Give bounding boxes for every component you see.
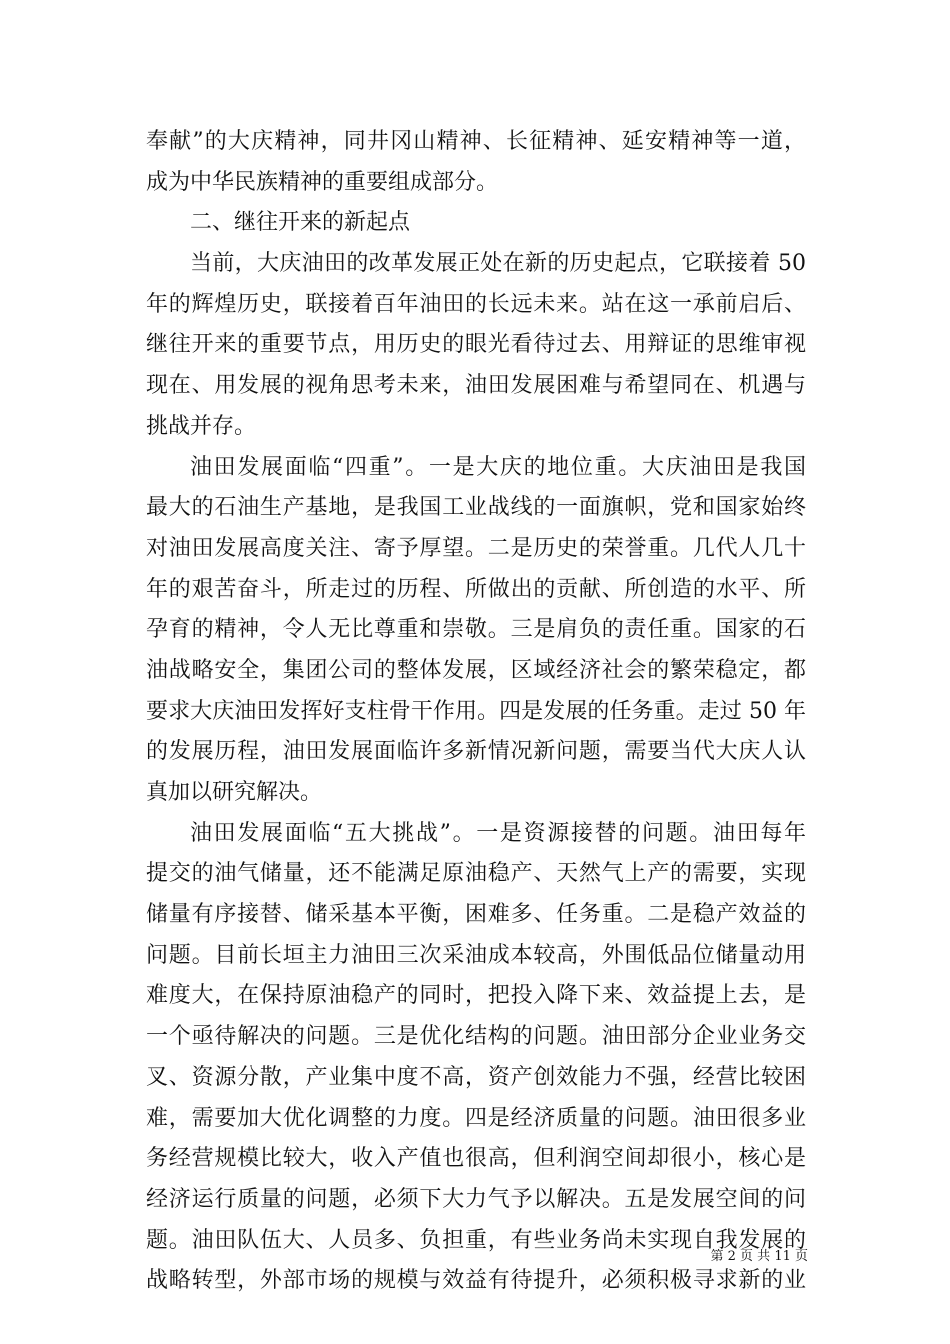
text-line: 对油田发展高度关注、寄予厚望。二是历史的荣誉重。几代人几十 (146, 535, 806, 561)
text-line: 当前，大庆油田的改革发展正处在新的历史起点，它联接着 50 (190, 251, 806, 277)
text-line: 油田发展面临“四重”。一是大庆的地位重。大庆油田是我国 (190, 454, 806, 480)
text-line: 难度大，在保持原油稳产的同时，把投入降下来、效益提上去，是 (146, 983, 806, 1009)
text-line: 难，需要加大优化调整的力度。四是经济质量的问题。油田很多业 (146, 1105, 806, 1131)
paragraph (146, 244, 806, 447)
text-line: 一个亟待解决的问题。三是优化结构的问题。油田部分企业业务交 (146, 1024, 806, 1050)
text-line: 挑战并存。 (146, 413, 257, 439)
text-line: 奉献”的大庆精神，同井冈山精神、长征精神、延安精神等一道， (146, 129, 806, 154)
text-line: 提交的油气储量，还不能满足原油稳产、天然气上产的需要，实现 (146, 861, 806, 887)
text-line: 叉、资源分散，产业集中度不高，资产创效能力不强，经营比较困 (146, 1064, 806, 1090)
paragraph (146, 203, 806, 244)
text-line: 经济运行质量的问题，必须下大力气予以解决。五是发展空间的问 (146, 1186, 806, 1212)
text-line: 真加以研究解决。 (146, 780, 323, 805)
text-line: 继往开来的重要节点，用历史的眼光看待过去、用辩证的思维审视 (146, 332, 806, 358)
paragraph (146, 122, 806, 203)
text-line: 储量有序接替、储采基本平衡，困难多、任务重。二是稳产效益的 (146, 902, 806, 928)
paragraph (146, 448, 806, 814)
text-line: 油战略安全，集团公司的整体发展，区域经济社会的繁荣稳定，都 (146, 657, 806, 683)
page-number: 第 2 页 共 11 页 (710, 1249, 808, 1264)
text-line: 年的辉煌历史，联接着百年油田的长远未来。站在这一承前启后、 (146, 291, 806, 317)
text-line: 务经营规模比较大，收入产值也很高，但利润空间却很小，核心是 (146, 1146, 806, 1172)
paragraph (146, 814, 806, 1302)
text-line: 要求大庆油田发挥好支柱骨干作用。四是发展的任务重。走过 50 年 (146, 698, 806, 724)
document-body (146, 122, 806, 1302)
text-line: 最大的石油生产基地，是我国工业战线的一面旗帜，党和国家始终 (146, 495, 806, 521)
text-line: 孕育的精神，令人无比尊重和崇敬。三是肩负的责任重。国家的石 (146, 617, 806, 643)
text-line: 题。油田队伍大、人员多、负担重，有些业务尚未实现自我发展的 (146, 1227, 806, 1253)
text-line: 二、继往开来的新起点 (190, 210, 411, 236)
text-line: 成为中华民族精神的重要组成部分。 (146, 169, 499, 195)
text-line: 年的艰苦奋斗，所走过的历程、所做出的贡献、所创造的水平、所 (146, 576, 806, 602)
text-line: 问题。目前长垣主力油田三次采油成本较高，外围低品位储量动用 (146, 942, 806, 968)
text-line: 的发展历程，油田发展面临许多新情况新问题，需要当代大庆人认 (146, 739, 806, 765)
text-line: 战略转型，外部市场的规模与效益有待提升，必须积极寻求新的业 (146, 1268, 806, 1294)
text-line: 油田发展面临“五大挑战”。一是资源接替的问题。油田每年 (190, 820, 806, 846)
text-line: 现在、用发展的视角思考未来，油田发展困难与希望同在、机遇与 (146, 373, 806, 399)
